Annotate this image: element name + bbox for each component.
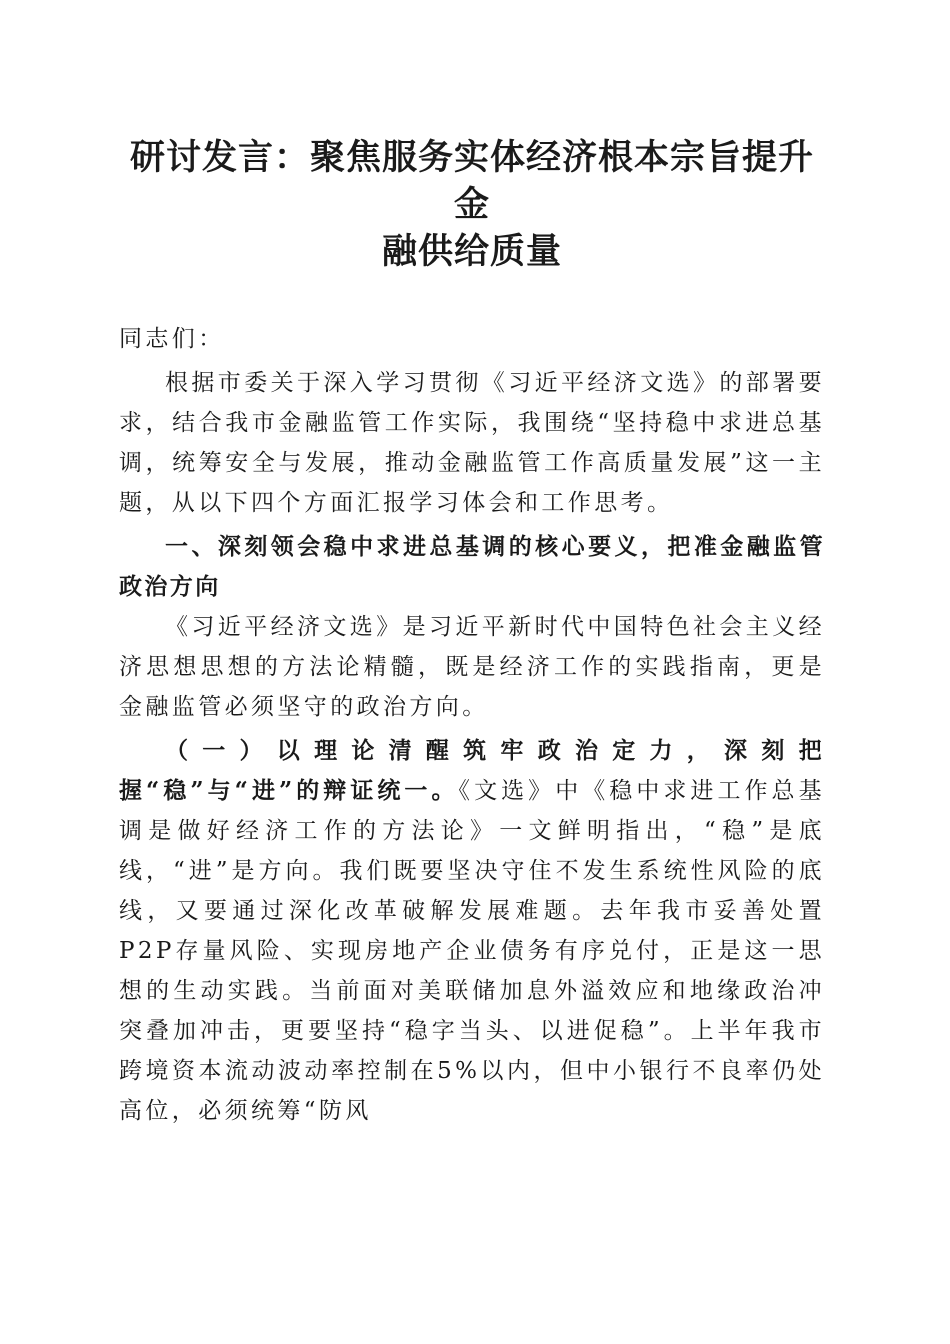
- document-page: [119, 134, 825, 1131]
- section-1-heading: 一、深刻领会稳中求进总基调的核心要义，把准金融监管政治方向: [119, 534, 825, 600]
- section-1-paragraph: 《习近平经济文选》是习近平新时代中国特色社会主义经济思想思想的方法论精髓，既是经济工作的实践指南，更是金融监管必须坚守的政治方向。: [119, 614, 825, 720]
- document-title: [119, 134, 825, 275]
- subsection-1-paragraph: [119, 731, 825, 1131]
- intro-paragraph: 根据市委关于深入学习贯彻《习近平经济文选》的部署要求，结合我市金融监管工作实际，我围绕“坚持稳中求进总基调，统筹安全与发展，推动金融监管工作高质量发展”这一主题，从以下四个方面汇报学习体会和工作思考。: [119, 370, 825, 516]
- subsection-1-body: 《文选》中《稳中求进工作总基调是做好经济工作的方法论》一文鲜明指出，“稳”是底线，“进”是方向。我们既要坚决守住不发生系统性风险的底线，又要通过深化改革破解发展难题。去年我市妥善处置P2P存量风险、实现房地产企业债务有序兑付，正是这一思想的生动实践。当前面对美联储加息外溢效应和地缘政治冲突叠加冲击，更要坚持“稳字当头、以进促稳”。上半年我市跨境资本流动波动率控制在5%以内，但中小银行不良率仍处高位，必须统筹“防风: [119, 778, 825, 1124]
- title-line-2: 融供给质量: [381, 231, 562, 272]
- salutation: 同志们：: [119, 326, 225, 352]
- subsection-1-heading: （一）以理论清醒筑牢政治定力，深刻把握“稳”与“进”的辩证统一。: [119, 737, 825, 804]
- title-line-1: 研讨发言：聚焦服务实体经济根本宗旨提升金: [129, 137, 814, 225]
